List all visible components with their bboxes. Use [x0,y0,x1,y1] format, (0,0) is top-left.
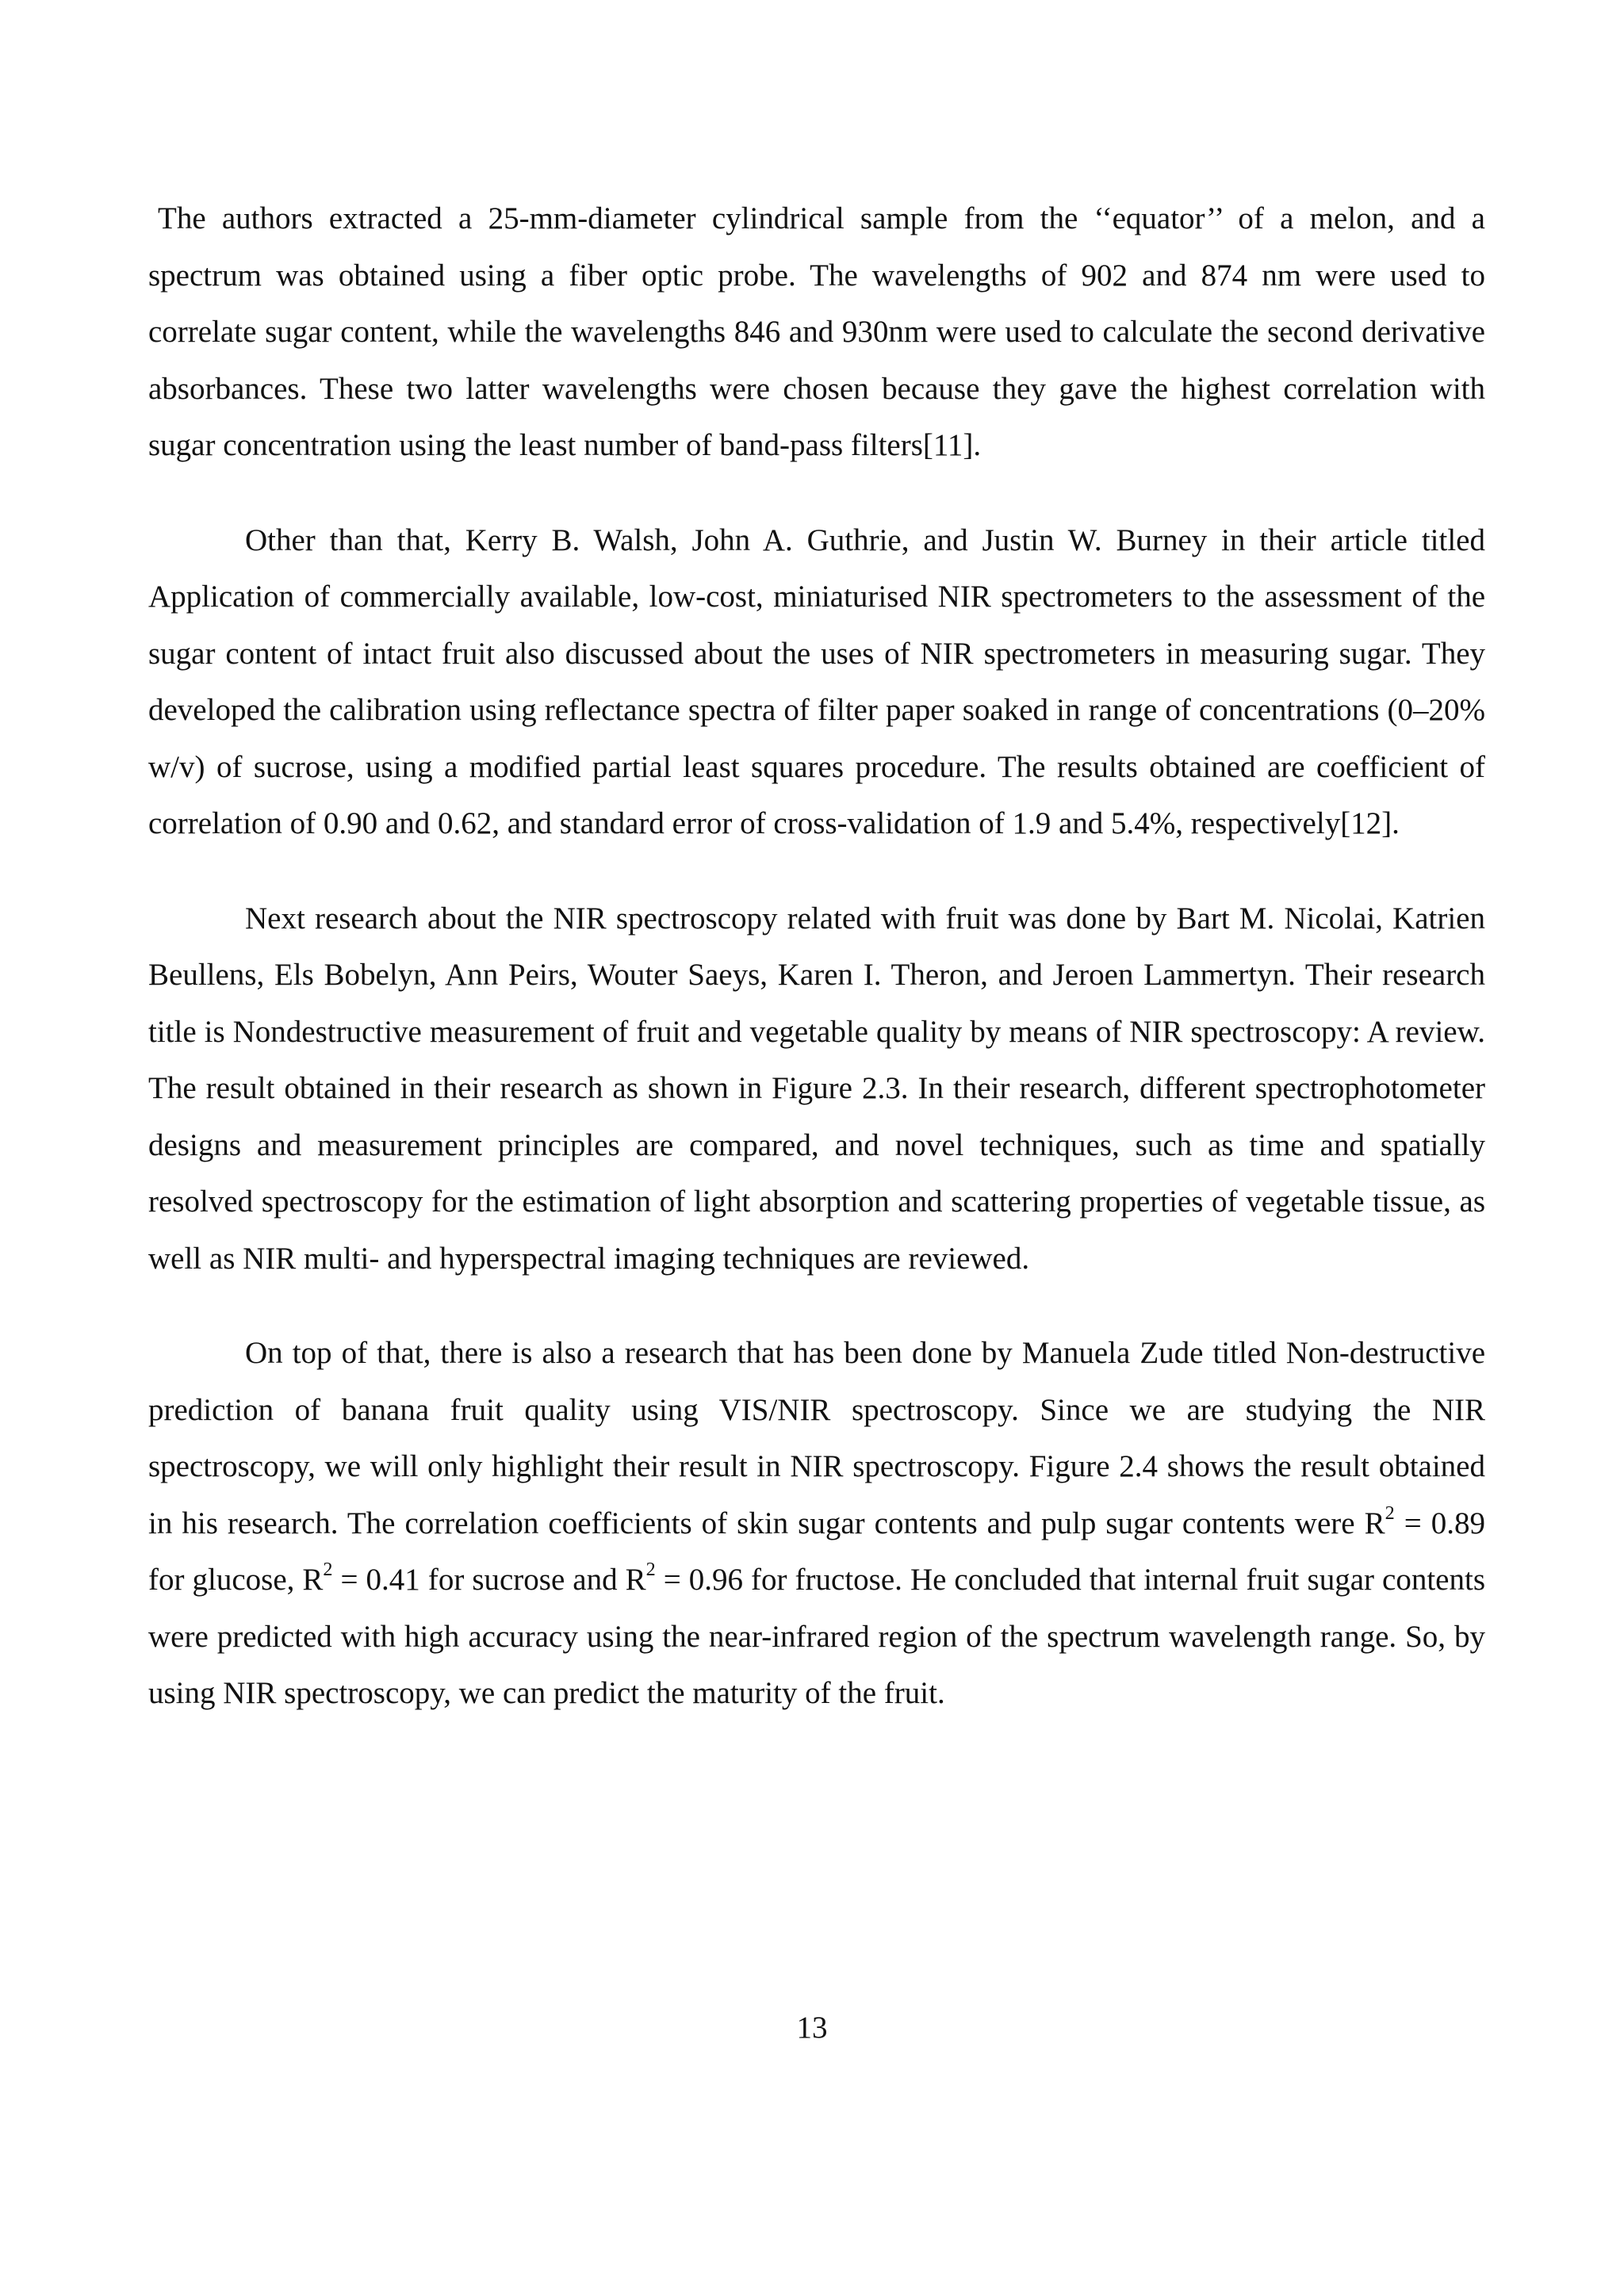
paragraph-zude-text-part-3: = 0.41 for sucrose and R [332,1563,646,1597]
paragraph-walsh-nir-spectrometers: Other than that, Kerry B. Walsh, John A. Guthrie, and Justin W. Burney in their article titled Application of commercially available, low-cost, miniaturised NIR spectrometers to the assessment of the sugar content of intact fruit also discussed about the uses of NIR spectrometers in measuring sugar. They developed the calibration using reflectance spectra of filter paper soaked in range of concentrations (0–20% w/v) of sucrose, using a modified partial least squares procedure. The results obtained are coefficient of correlation of 0.90 and 0.62, and standard error of cross-validation of 1.9 and 5.4%, respectively[12]. [148,522,1485,840]
paragraph-melon-sampling: The authors extracted a 25-mm-diameter cylindrical sample from the ‘‘equator’’ of a melon, and a spectrum was obtained using a fiber optic probe. The wavelengths of 902 and 874 nm were used to correlate sugar content, while the wavelengths 846 and 930nm were used to calculate the second derivative absorbances. These two latter wavelengths were chosen because they gave the highest correlation with sugar concentration using the least number of band-pass filters[11]. [148,201,1485,462]
superscript-r-squared-glucose: 2 [1385,1502,1395,1524]
paragraph-zude-banana [148,1325,1485,1722]
paragraph-zude-text-part-2: = 0.89 for glucose, R [148,1506,1486,1597]
superscript-r-squared-sucrose: 2 [323,1558,333,1580]
body-text [148,190,1485,1722]
paragraph-zude-text-part-1: On top of that, there is also a research that has been done by Manuela Zude titled Non-destructive prediction of banana fruit quality using VIS/NIR spectroscopy. Since we are studying the NIR spectroscopy, we will only highlight their result in NIR spectroscopy. Figure 2.4 shows the result obtained in his research. The correlation coefficients of skin sugar contents and pulp sugar contents were R [148,1336,1485,1540]
paragraph-zude-text-part-4: = 0.96 for fructose. He concluded that internal fruit sugar contents were predicted with high accuracy using the near-infrared region of the spectrum wavelength range. So, by using NIR spectroscopy, we can predict the maturity of the fruit. [148,1563,1485,1710]
page-number: 13 [796,2011,828,2045]
paragraph-nicolai-review: Next research about the NIR spectroscopy related with fruit was done by Bart M. Nicolai, Katrien Beullens, Els Bobelyn, Ann Peirs, Wouter Saeys, Karen I. Theron, and Jeroen Lammertyn. Their research title is Nondestructive measurement of fruit and vegetable quality by means of NIR spectroscopy: A review. The result obtained in their research as shown in Figure 2.3. In their research, different spectrophotometer designs and measurement principles are compared, and novel techniques, such as time and spatially resolved spectroscopy for the estimation of light absorption and scattering properties of vegetable tissue, as well as NIR multi- and hyperspectral imaging techniques are reviewed. [148,901,1485,1276]
superscript-r-squared-fructose: 2 [645,1558,656,1580]
